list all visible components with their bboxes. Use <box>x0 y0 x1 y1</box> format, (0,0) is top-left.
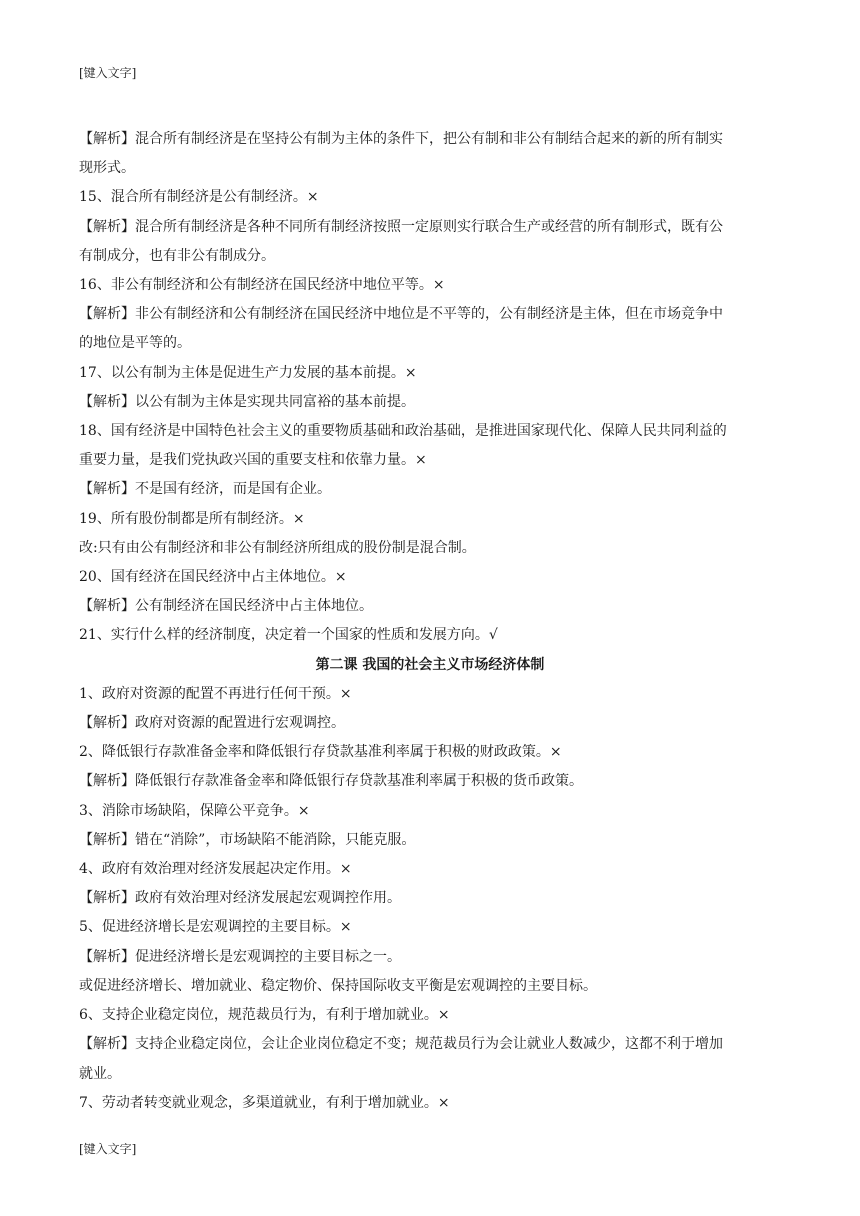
page-header: [键入文字] <box>79 66 137 80</box>
text-line: 现形式。 <box>79 160 135 177</box>
text-line: 1、政府对资源的配置不再进行任何干预。× <box>79 685 352 702</box>
text-line: 2、降低银行存款准备金率和降低银行存贷款基准利率属于积极的财政政策。× <box>79 744 562 761</box>
text-line: 18、国有经济是中国特色社会主义的重要物质基础和政治基础，是推进国家现代化、保障人民共同利益的 <box>79 423 727 440</box>
text-line: 【解析】混合所有制经济是在坚持公有制为主体的条件下，把公有制和非公有制结合起来的新的所有制实 <box>79 131 723 147</box>
text-line: 6、支持企业稳定岗位，规范裁员行为，有利于增加就业。× <box>79 1007 450 1024</box>
text-line: 21、实行什么样的经济制度，决定着一个国家的性质和发展方向。√ <box>79 627 498 644</box>
text-line: 重要力量，是我们党执政兴国的重要支柱和依靠力量。× <box>79 452 427 469</box>
text-line: 就业。 <box>79 1065 121 1082</box>
text-line: 【解析】降低银行存款准备金率和降低银行存贷款基准利率属于积极的货币政策。 <box>79 773 583 790</box>
text-line: 【解析】不是国有经济，而是国有企业。 <box>79 481 331 498</box>
text-line: 【解析】混合所有制经济是各种不同所有制经济按照一定原则实行联合生产或经营的所有制形式，既有公 <box>79 218 723 235</box>
text-line: 【解析】政府有效治理对经济发展起宏观调控作用。 <box>79 890 401 907</box>
page-footer: [键入文字] <box>79 1142 137 1156</box>
section-title: 第二课 我国的社会主义市场经济体制 <box>315 656 545 673</box>
text-line: 4、政府有效治理对经济发展起决定作用。× <box>79 861 352 878</box>
text-line: 5、促进经济增长是宏观调控的主要目标。× <box>79 919 352 936</box>
text-line: 20、国有经济在国民经济中占主体地位。× <box>79 569 347 586</box>
text-line: 7、劳动者转变就业观念，多渠道就业，有利于增加就业。× <box>79 1094 450 1111</box>
text-line: 【解析】促进经济增长是宏观调控的主要目标之一。 <box>79 948 401 965</box>
text-line: 有制成分，也有非公有制成分。 <box>79 247 275 264</box>
text-line: 【解析】错在“消除”，市场缺陷不能消除，只能克服。 <box>79 831 416 848</box>
text-line: 17、以公有制为主体是促进生产力发展的基本前提。× <box>79 364 417 381</box>
text-line: 【解析】公有制经济在国民经济中占主体地位。 <box>79 598 373 615</box>
text-line: 【解析】政府对资源的配置进行宏观调控。 <box>79 715 345 732</box>
text-line: 的地位是平等的。 <box>79 335 191 352</box>
text-line: 或促进经济增长、增加就业、稳定物价、保持国际收支平衡是宏观调控的主要目标。 <box>79 977 597 994</box>
text-line: 16、非公有制经济和公有制经济在国民经济中地位平等。× <box>79 277 445 294</box>
text-line: 【解析】非公有制经济和公有制经济在国民经济中地位是不平等的，公有制经济是主体，但在市场竞争中 <box>79 306 723 323</box>
text-line: 19、所有股份制都是所有制经济。× <box>79 510 305 527</box>
text-line: 15、混合所有制经济是公有制经济。× <box>79 189 319 206</box>
text-line: 3、消除市场缺陷，保障公平竞争。× <box>79 802 310 819</box>
text-line: 【解析】以公有制为主体是实现共同富裕的基本前提。 <box>79 393 415 410</box>
text-line: 【解析】支持企业稳定岗位，会让企业岗位稳定不变；规范裁员行为会让就业人数减少，这都不利于增加 <box>79 1036 723 1053</box>
document-body <box>79 125 781 1118</box>
text-line: 改:只有由公有制经济和非公有制经济所组成的股份制是混合制。 <box>79 539 476 556</box>
